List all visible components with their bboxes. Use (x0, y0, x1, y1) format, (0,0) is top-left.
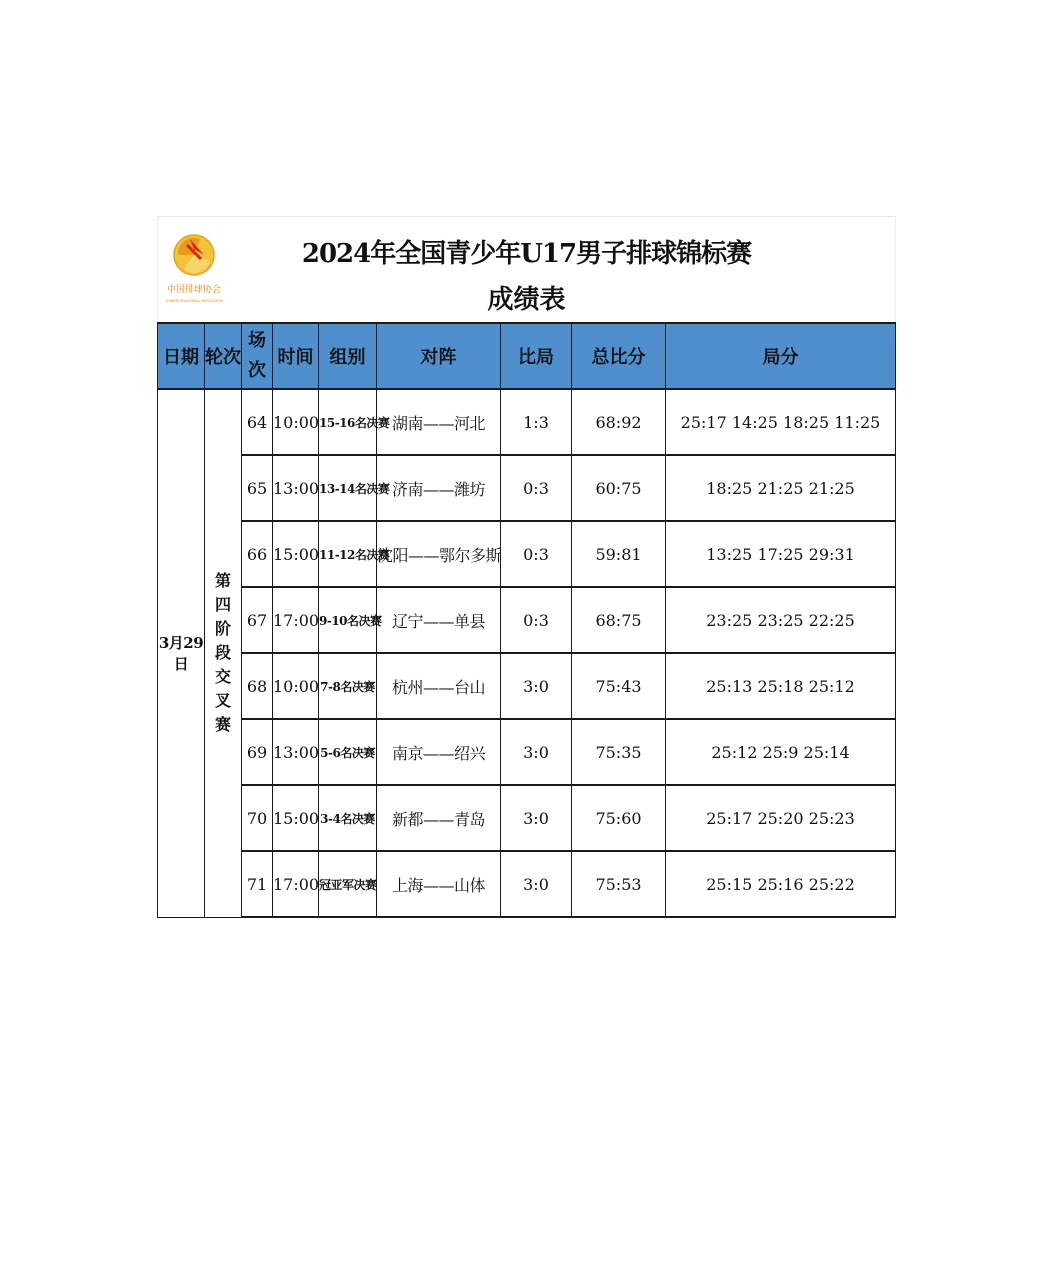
logo-subtext: CHINESE VOLLEYBALL ASSOCIATION (165, 299, 223, 303)
match-sets: 25:12 25:9 25:14 (666, 719, 896, 785)
col-match-line1: 场 (248, 330, 266, 351)
match-group: 13-14名决赛 (319, 455, 377, 521)
col-group: 组别 (319, 323, 377, 389)
match-number: 66 (242, 521, 273, 587)
page-title: 2024年全国青少年U17男子排球锦标赛 (301, 239, 752, 269)
table-row (158, 521, 896, 587)
match-group: 7-8名决赛 (319, 653, 377, 719)
match-time: 10:00 (273, 389, 319, 455)
table-header-row (158, 323, 896, 389)
match-group: 5-6名决赛 (319, 719, 377, 785)
match-sets: 25:17 25:20 25:23 (666, 785, 896, 851)
match-sets: 13:25 17:25 29:31 (666, 521, 896, 587)
match-sets: 25:13 25:18 25:12 (666, 653, 896, 719)
table-row (158, 653, 896, 719)
match-points: 59:81 (572, 521, 666, 587)
sheet-header (157, 216, 896, 323)
match-number: 69 (242, 719, 273, 785)
match-time: 15:00 (273, 785, 319, 851)
match-score: 0:3 (501, 455, 572, 521)
round-cell (205, 389, 242, 917)
match-time: 10:00 (273, 653, 319, 719)
match-score: 1:3 (501, 389, 572, 455)
match-sets: 25:17 14:25 18:25 11:25 (666, 389, 896, 455)
match-score: 3:0 (501, 785, 572, 851)
col-match-line2: 次 (248, 360, 266, 381)
col-sets: 局分 (666, 323, 896, 389)
match-number: 65 (242, 455, 273, 521)
table-row (158, 851, 896, 917)
match-score: 0:3 (501, 521, 572, 587)
match-number: 70 (242, 785, 273, 851)
match-points: 75:43 (572, 653, 666, 719)
match-score: 3:0 (501, 719, 572, 785)
match-number: 67 (242, 587, 273, 653)
match-score: 0:3 (501, 587, 572, 653)
page-subtitle: 成绩表 (487, 285, 566, 315)
match-group: 3-4名决赛 (319, 785, 377, 851)
logo-text: 中国排球协会 (166, 285, 222, 295)
match-points: 60:75 (572, 455, 666, 521)
match-group: 11-12名决赛 (319, 521, 377, 587)
col-round: 轮次 (205, 323, 242, 389)
match-teams: 新都——青岛 (377, 785, 501, 851)
match-points: 75:60 (572, 785, 666, 851)
table-row (158, 455, 896, 521)
match-time: 13:00 (273, 719, 319, 785)
match-group: 冠亚军决赛 (319, 851, 377, 917)
results-sheet (157, 216, 894, 914)
match-teams: 南京——绍兴 (377, 719, 501, 785)
match-sets: 25:15 25:16 25:22 (666, 851, 896, 917)
date-cell: 3月29日 (158, 389, 205, 917)
match-teams: 辽宁——单县 (377, 587, 501, 653)
match-teams: 湖南——河北 (377, 389, 501, 455)
col-time: 时间 (273, 323, 319, 389)
col-match (242, 323, 273, 389)
match-teams: 杭州——台山 (377, 653, 501, 719)
match-number: 64 (242, 389, 273, 455)
results-table (157, 322, 896, 918)
round-label: 第四阶段交叉赛 (214, 571, 231, 735)
match-score: 3:0 (501, 851, 572, 917)
table-row (158, 389, 896, 455)
col-score: 比局 (501, 323, 572, 389)
match-sets: 23:25 23:25 22:25 (666, 587, 896, 653)
match-points: 68:92 (572, 389, 666, 455)
match-points: 75:53 (572, 851, 666, 917)
col-matchup: 对阵 (377, 323, 501, 389)
match-teams: 上海——山体 (377, 851, 501, 917)
match-group: 15-16名决赛 (319, 389, 377, 455)
match-time: 17:00 (273, 587, 319, 653)
match-points: 75:35 (572, 719, 666, 785)
col-points: 总比分 (572, 323, 666, 389)
match-group: 9-10名决赛 (319, 587, 377, 653)
match-teams: 沈阳——鄂尔多斯 (377, 521, 501, 587)
match-time: 15:00 (273, 521, 319, 587)
match-sets: 18:25 21:25 21:25 (666, 455, 896, 521)
match-score: 3:0 (501, 653, 572, 719)
match-time: 17:00 (273, 851, 319, 917)
match-number: 68 (242, 653, 273, 719)
col-date: 日期 (158, 323, 205, 389)
match-points: 68:75 (572, 587, 666, 653)
table-row (158, 587, 896, 653)
match-number: 71 (242, 851, 273, 917)
table-row (158, 719, 896, 785)
match-teams: 济南——潍坊 (377, 455, 501, 521)
match-time: 13:00 (273, 455, 319, 521)
table-row (158, 785, 896, 851)
